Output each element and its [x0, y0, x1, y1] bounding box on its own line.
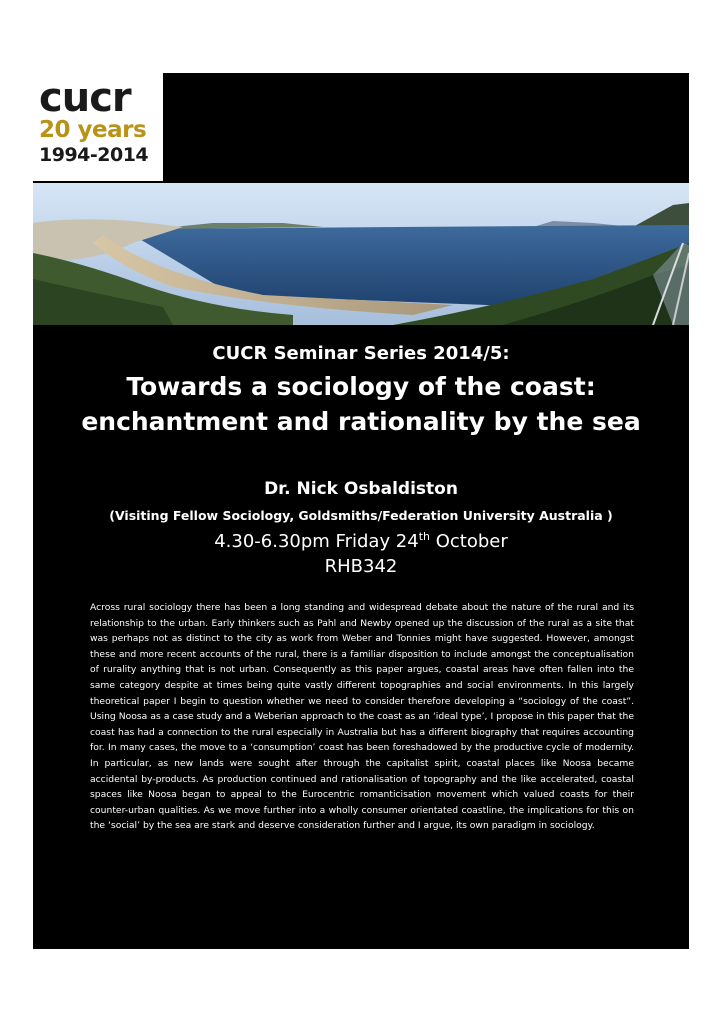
seminar-abstract: Across rural sociology there has been a long standing and widespread debate about the nature of the rural and its relationship to the urban. Early thinkers such as Pahl and Newby opened up the discussion of the rural as a site that was perhaps not as distinct to the city as work from Weber and Tonnies might have suggested. However, amongst these and more recent accounts of the rural, there is a familiar disposition to include amongst the conceptualisation of rurality anything that is not urban. Consequently as this paper argues, coastal areas have often fallen into the same category despite at times being quite vastly different topographies and social environments. In this largely theoretical paper I begin to question whether we need to consider therefore developing a “sociology of the coast”. Using Noosa as a case study and a Weberian approach to the coast as an ‘ideal type’, I propose in this paper that the coast has had a connection to the rural especially in Australia but has a different biography that requires accounting for. In many cases, the move to a ‘consumption’ coast has been foreshadowed by the productive cycle of modernity. In particular, as new lands were sought after through the capitalist spirit, coastal places like Noosa became accidental by-products. As production continued and rationalisation of topography and the like accelerated, coastal spaces like Noosa began to appeal to the Eurocentric romanticisation movement which valued coasts for their counter-urban qualities. As we move further into a wholly consumer orientated coastline, the implications for this on the ‘social’ by the sea are stark and deserve consideration further and I argue, its own paradigm in sociology.: [90, 602, 634, 832]
logo-anniversary: 20 years: [39, 117, 147, 143]
logo-year-range: 1994-2014: [39, 144, 149, 166]
cucr-logo: [33, 73, 163, 181]
event-datetime: [33, 530, 689, 554]
event-time: 4.30-6.30pm Friday 24: [214, 531, 419, 552]
seminar-title: [33, 369, 689, 439]
logo-wordmark: cucr: [39, 75, 131, 121]
poster: [33, 73, 689, 949]
date-ordinal-suffix: th: [418, 530, 431, 543]
seminar-series-heading: CUCR Seminar Series 2014/5:: [212, 343, 510, 364]
event-room: RHB342: [324, 556, 398, 577]
speaker-affiliation: (Visiting Fellow Sociology, Goldsmiths/Federation University Australia ): [109, 508, 613, 523]
seminar-title-line-2: enchantment and rationality by the sea: [81, 407, 641, 436]
coast-panorama-photo: [33, 183, 689, 325]
seminar-title-line-1: Towards a sociology of the coast:: [126, 372, 596, 401]
event-month: October: [430, 531, 508, 552]
speaker-name: Dr. Nick Osbaldiston: [264, 479, 458, 499]
